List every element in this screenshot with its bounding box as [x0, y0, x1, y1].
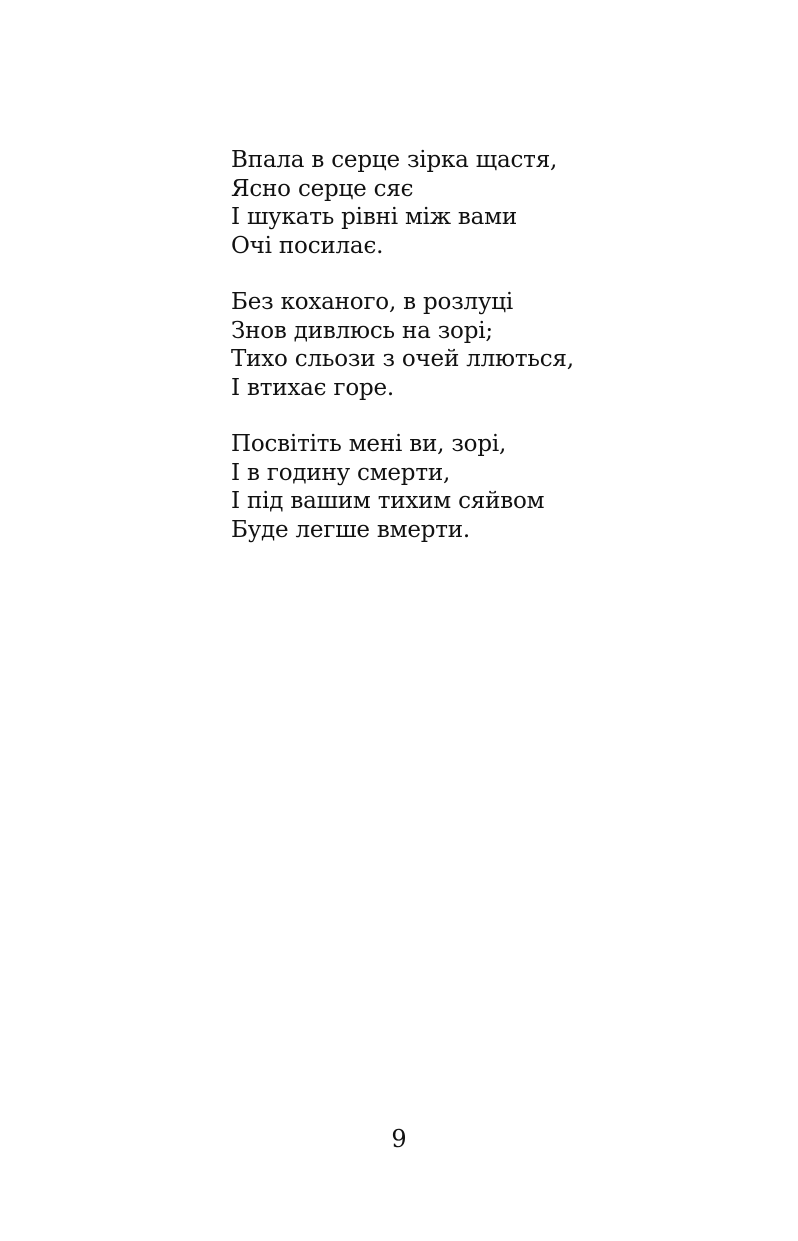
- poem-line: І в годину смерти,: [231, 459, 451, 486]
- poem-line: І під вашим тихим сяйвом: [231, 488, 545, 514]
- poem-body: [231, 146, 751, 572]
- poem-line: Посвітіть мені ви, зорі,: [231, 431, 507, 457]
- poem-line: Ясно серце сяє: [231, 175, 414, 202]
- stanza-2: [231, 288, 751, 402]
- poem-line: І шукать рівні між вами: [231, 204, 517, 230]
- poem-line: І втихає горе.: [231, 374, 395, 401]
- page-number: 9: [391, 1125, 407, 1153]
- poem-line: Без коханого, в розлуці: [231, 289, 514, 315]
- stanza-1: [231, 146, 751, 260]
- stanza-3: [231, 430, 751, 544]
- poem-line: Знов дивлюсь на зорі;: [231, 317, 493, 344]
- poem-line: Впала в серце зірка щастя,: [231, 147, 558, 173]
- poem-line: Тихо сльози з очей ллються,: [231, 346, 574, 372]
- poem-line: Буде легше вмерти.: [231, 516, 471, 543]
- poem-line: Очі посилає.: [231, 232, 384, 259]
